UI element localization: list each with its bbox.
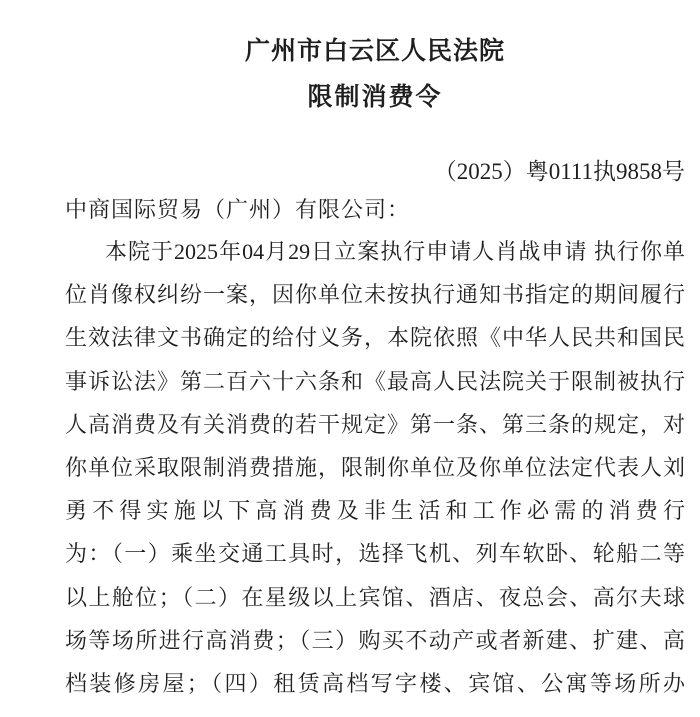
addressee-line: 中商国际贸易（广州）有限公司：	[65, 197, 411, 222]
body-line: 你单位采取限制消费措施，限制你单位及你单位法定代表人刘	[65, 454, 685, 480]
order-body-paragraph	[65, 230, 685, 705]
body-line: 生效法律文书确定的给付义务，本院依照《中华人民共和国民	[65, 325, 685, 351]
body-line: 以上舱位；（二）在星级以上宾馆、酒店、夜总会、高尔夫球	[65, 584, 685, 610]
body-line: 场等场所进行高消费；（三）购买不动产或者新建、扩建、高	[65, 627, 685, 653]
document-title: 限制消费令	[307, 84, 443, 111]
body-line: 本院于2025年04月29日立案执行申请人肖战申请 执行你单	[105, 239, 685, 264]
body-line: 勇不得实施以下高消费及非生活和工作必需的消费行	[65, 498, 685, 524]
court-name-heading: 广州市白云区人民法院	[244, 38, 505, 65]
body-line: 档装修房屋；（四）租赁高档写字楼、宾馆、公寓等场所办	[65, 670, 685, 696]
body-line: 事诉讼法》第二百六十六条和《最高人民法院关于限制被执行	[65, 368, 685, 394]
case-number: （2025）粤0111执9858号	[433, 159, 685, 184]
body-line: 为：（一）乘坐交通工具时，选择飞机、列车软卧、轮船二等	[65, 541, 685, 567]
body-line: 位肖像权纠纷一案，因你单位未按执行通知书指定的期间履行	[65, 282, 685, 308]
body-line: 人高消费及有关消费的若干规定》第一条、第三条的规定，对	[65, 411, 685, 437]
